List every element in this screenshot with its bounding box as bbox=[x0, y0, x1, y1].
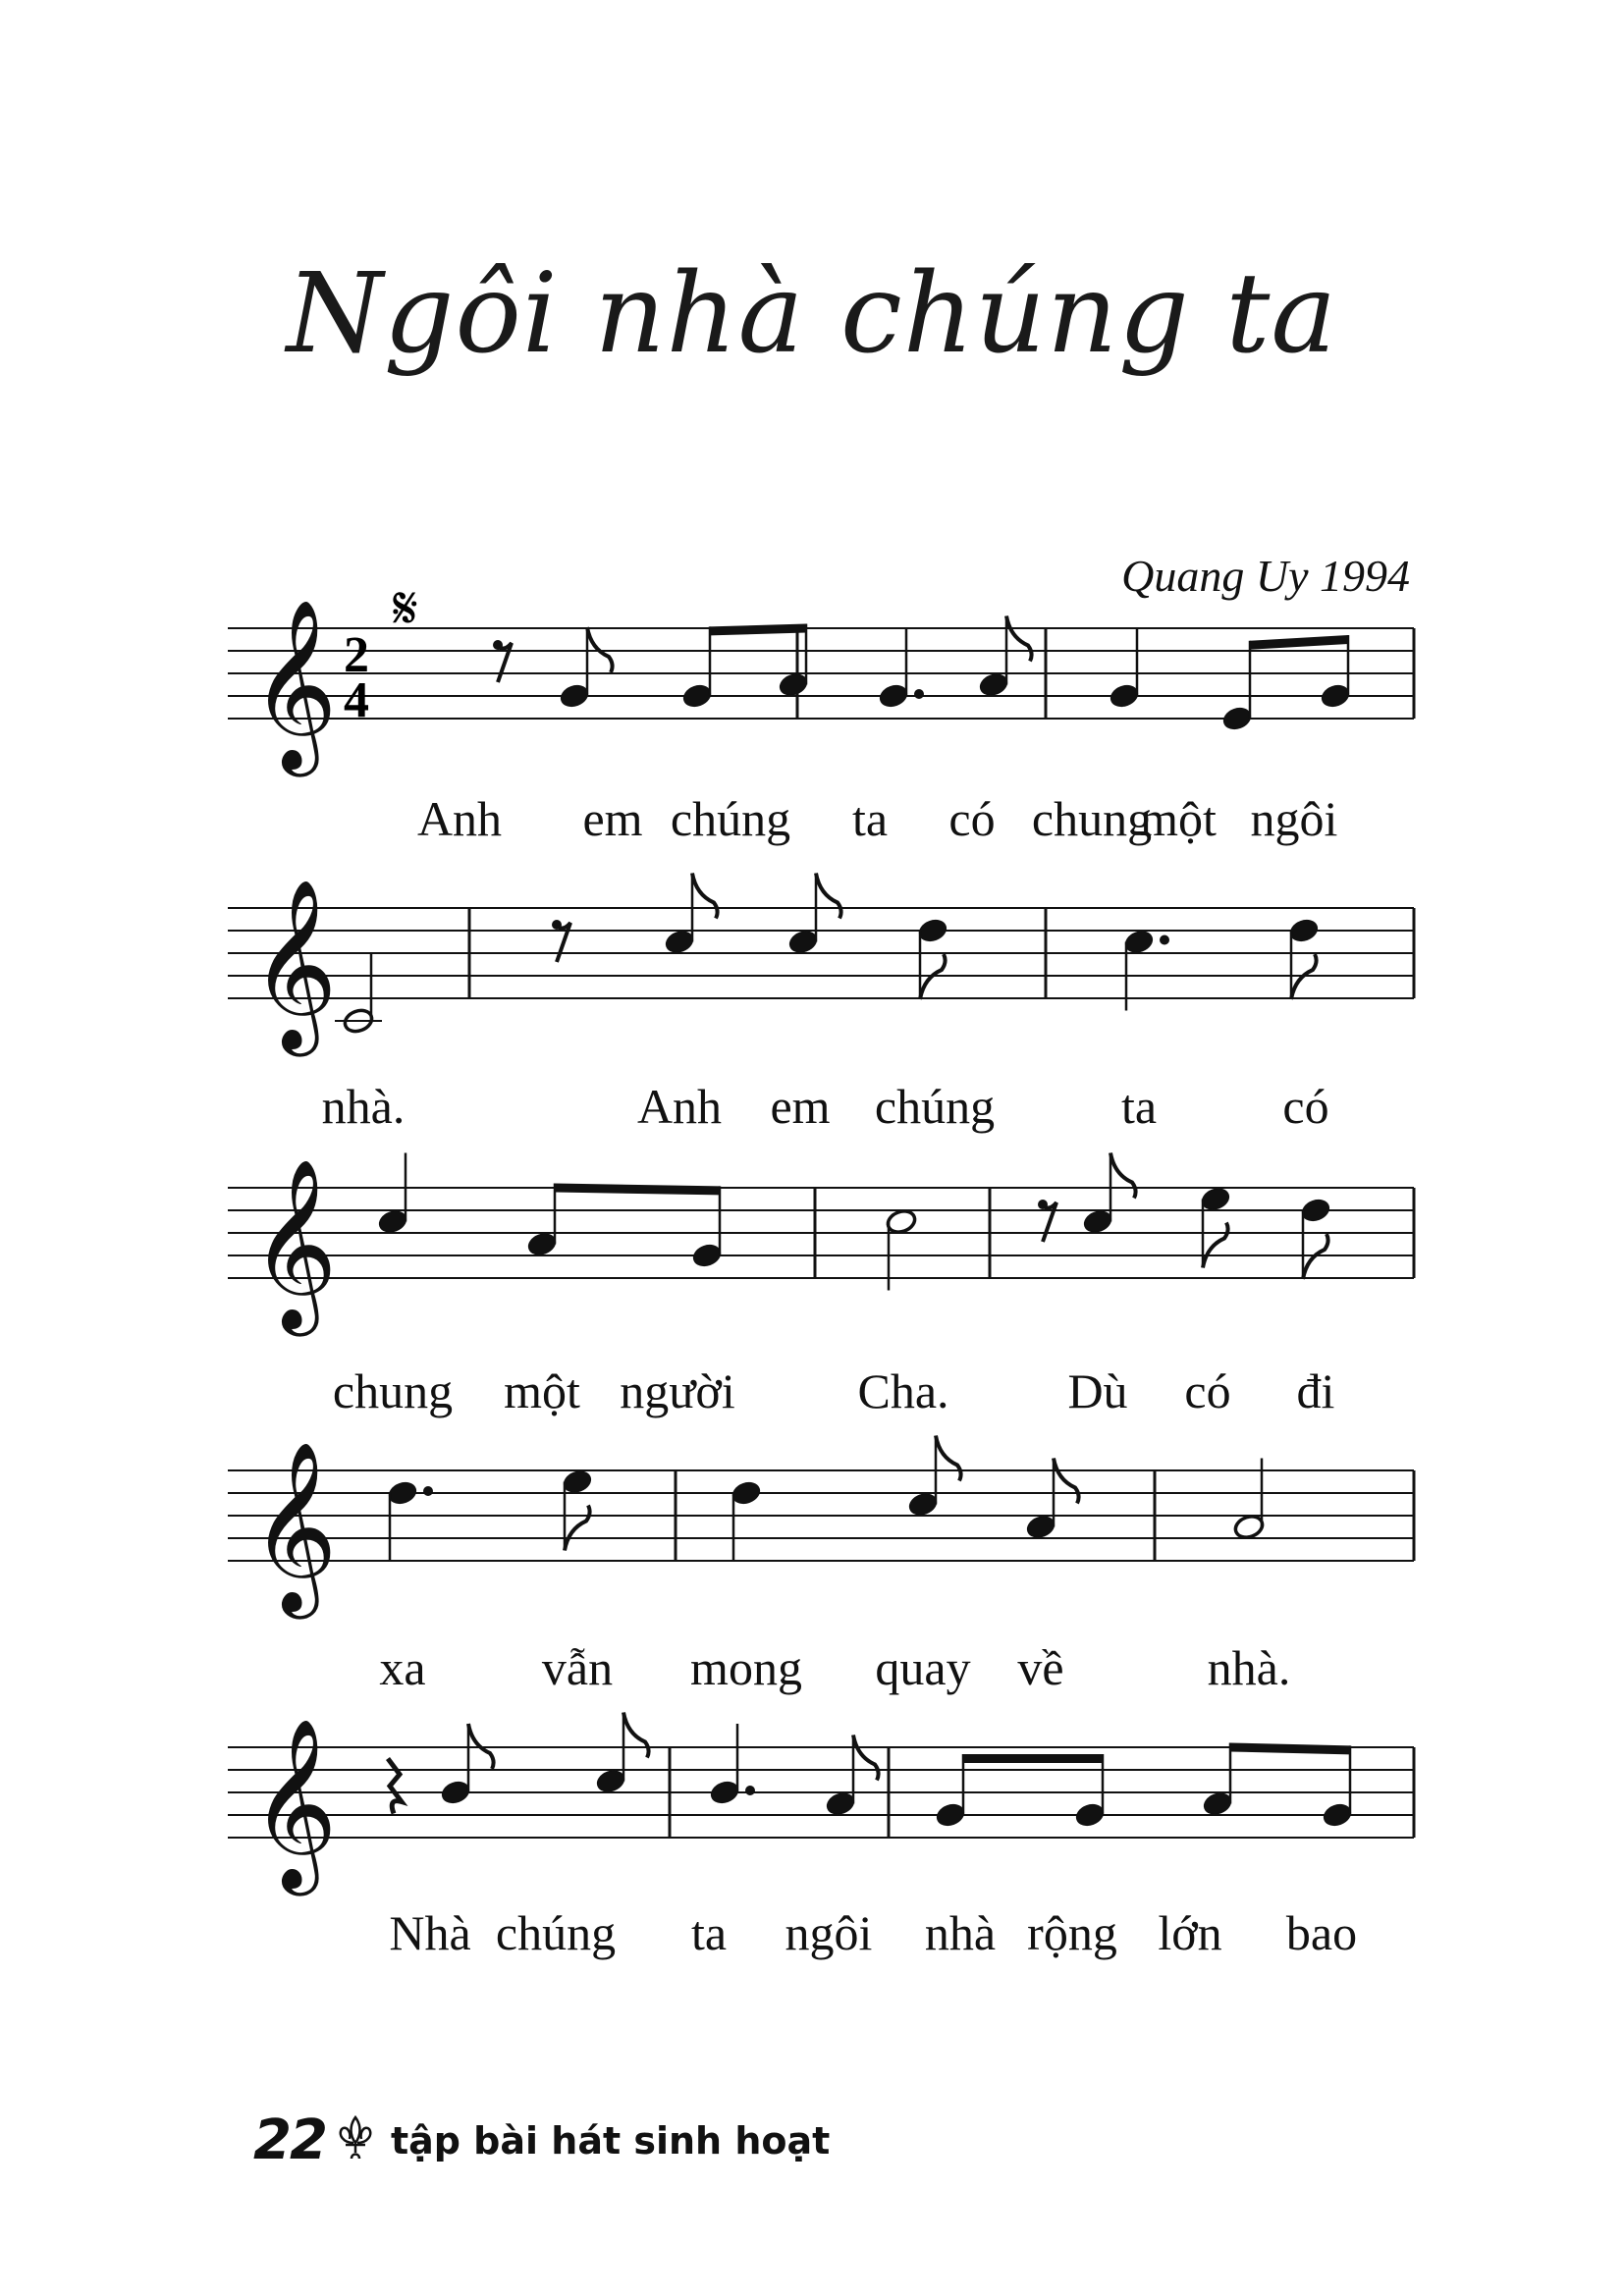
lyric-syllable: Dù bbox=[1067, 1363, 1128, 1418]
lyric-syllable: ta bbox=[1120, 1079, 1158, 1134]
note-head bbox=[376, 1207, 408, 1235]
note-head bbox=[663, 928, 695, 955]
eighth-rest-dot bbox=[1038, 1200, 1048, 1209]
note-head bbox=[906, 1490, 939, 1518]
note-head bbox=[1073, 1801, 1106, 1829]
lyric-syllable: lớn bbox=[1158, 1905, 1222, 1960]
treble-clef-icon: 𝄞 bbox=[250, 1158, 338, 1329]
note-flag bbox=[853, 1735, 879, 1781]
augmentation-dot bbox=[423, 1486, 433, 1496]
note-head bbox=[877, 682, 909, 710]
song-title: Ngôi nhà chúng ta bbox=[286, 250, 1338, 378]
segno-sign: 𝄋 bbox=[393, 574, 418, 643]
lyric-syllable: ta bbox=[690, 1905, 728, 1960]
note-head bbox=[1319, 682, 1351, 710]
time-signature-bottom: 4 bbox=[344, 672, 369, 728]
note-head bbox=[885, 1207, 917, 1235]
note-head bbox=[1287, 917, 1320, 944]
note-head bbox=[777, 670, 809, 698]
note-head bbox=[824, 1789, 856, 1817]
note-head bbox=[730, 1479, 762, 1507]
lyric-syllable: ngôi bbox=[785, 1905, 873, 1960]
lyric-syllable: chúng bbox=[670, 791, 791, 846]
augmentation-dot bbox=[745, 1786, 755, 1795]
note-flag bbox=[1054, 1459, 1079, 1504]
composer: Quang Uy 1994 bbox=[1121, 551, 1410, 601]
lyric-syllable: xa bbox=[379, 1640, 426, 1695]
note-head bbox=[594, 1767, 626, 1794]
eighth-rest-dot bbox=[552, 920, 562, 930]
lyric-syllable: bao bbox=[1285, 1905, 1358, 1960]
time-signature-top: 2 bbox=[344, 627, 369, 683]
note-head bbox=[680, 682, 713, 710]
lyric-syllable: vẫn bbox=[541, 1640, 614, 1695]
lyric-syllable: chúng bbox=[874, 1079, 996, 1134]
note-head bbox=[1201, 1789, 1233, 1817]
note-beam bbox=[1230, 1743, 1350, 1755]
lyric-syllable: chung bbox=[1031, 791, 1153, 846]
lyric-syllable: có bbox=[1282, 1079, 1329, 1134]
treble-clef-icon: 𝄞 bbox=[250, 599, 338, 770]
note-head bbox=[1199, 1185, 1231, 1212]
lyric-syllable: một bbox=[1140, 791, 1217, 846]
book-title: tập bài hát sinh hoạt bbox=[390, 2118, 831, 2163]
note-head bbox=[1299, 1197, 1331, 1224]
note-head bbox=[1232, 1513, 1265, 1540]
note-beam bbox=[710, 624, 806, 636]
lyric-syllable: quay bbox=[875, 1640, 971, 1695]
note-head bbox=[916, 917, 948, 944]
note-head bbox=[1321, 1801, 1353, 1829]
lyric-syllable: ta bbox=[851, 791, 889, 846]
note-beam bbox=[1250, 635, 1348, 650]
quarter-rest bbox=[388, 1759, 402, 1814]
note-head bbox=[386, 1479, 418, 1507]
note-head bbox=[439, 1779, 471, 1806]
lyric-syllable: Nhà bbox=[389, 1905, 471, 1960]
note-head bbox=[1220, 705, 1253, 732]
page-number: 22 bbox=[253, 2109, 326, 2172]
lyric-syllable: nhà. bbox=[321, 1079, 406, 1134]
staff-system bbox=[0, 879, 1624, 1193]
staff-system bbox=[0, 1718, 1624, 2032]
lyric-syllable: Anh bbox=[636, 1079, 723, 1134]
note-beam bbox=[963, 1754, 1103, 1763]
note-head bbox=[1024, 1513, 1056, 1540]
note-head bbox=[690, 1242, 723, 1269]
lyric-syllable: người bbox=[620, 1363, 735, 1418]
augmentation-dot bbox=[914, 689, 924, 699]
lyric-syllable: đi bbox=[1296, 1363, 1335, 1418]
note-head bbox=[708, 1779, 740, 1806]
note-flag bbox=[565, 1506, 590, 1551]
lyric-syllable: về bbox=[1017, 1640, 1064, 1695]
note-flag bbox=[1203, 1223, 1228, 1268]
lyric-syllable: em bbox=[582, 791, 643, 846]
page-footer bbox=[253, 2109, 830, 2172]
staff-system bbox=[0, 1158, 1624, 1472]
lyric-syllable: nhà. bbox=[1207, 1640, 1291, 1695]
lyric-syllable: Anh bbox=[416, 791, 503, 846]
eighth-rest-dot bbox=[493, 640, 503, 650]
lyric-syllable: có bbox=[948, 791, 996, 846]
lyric-syllable: rộng bbox=[1027, 1905, 1117, 1960]
note-flag bbox=[1006, 616, 1032, 662]
augmentation-dot bbox=[1160, 935, 1169, 945]
staff-system bbox=[0, 1441, 1624, 1755]
note-beam bbox=[555, 1184, 720, 1196]
lyric-syllable: nhà bbox=[924, 1905, 997, 1960]
lyric-syllable: một bbox=[504, 1363, 580, 1418]
lyric-syllable: mong bbox=[690, 1640, 802, 1695]
treble-clef-icon: 𝄞 bbox=[250, 1441, 338, 1612]
note-head bbox=[1122, 928, 1155, 955]
note-head bbox=[786, 928, 819, 955]
fleur-de-lis-icon bbox=[334, 2113, 377, 2167]
note-head bbox=[561, 1468, 593, 1495]
lyric-syllable: ngôi bbox=[1250, 791, 1338, 846]
note-head bbox=[1108, 682, 1140, 710]
lyric-syllable: Cha. bbox=[857, 1363, 949, 1418]
note-head bbox=[977, 670, 1009, 698]
staff-svg bbox=[0, 1441, 1624, 1677]
treble-clef-icon: 𝄞 bbox=[250, 1718, 338, 1889]
staff-svg bbox=[0, 1158, 1624, 1394]
lyric-syllable: chung bbox=[332, 1363, 454, 1418]
note-head bbox=[1081, 1207, 1113, 1235]
lyric-syllable: chúng bbox=[495, 1905, 617, 1960]
note-head bbox=[934, 1801, 966, 1829]
lyric-syllable: có bbox=[1184, 1363, 1231, 1418]
treble-clef-icon: 𝄞 bbox=[250, 879, 338, 1049]
lyric-syllable: em bbox=[770, 1079, 831, 1134]
note-head bbox=[558, 682, 590, 710]
note-head bbox=[525, 1230, 558, 1257]
